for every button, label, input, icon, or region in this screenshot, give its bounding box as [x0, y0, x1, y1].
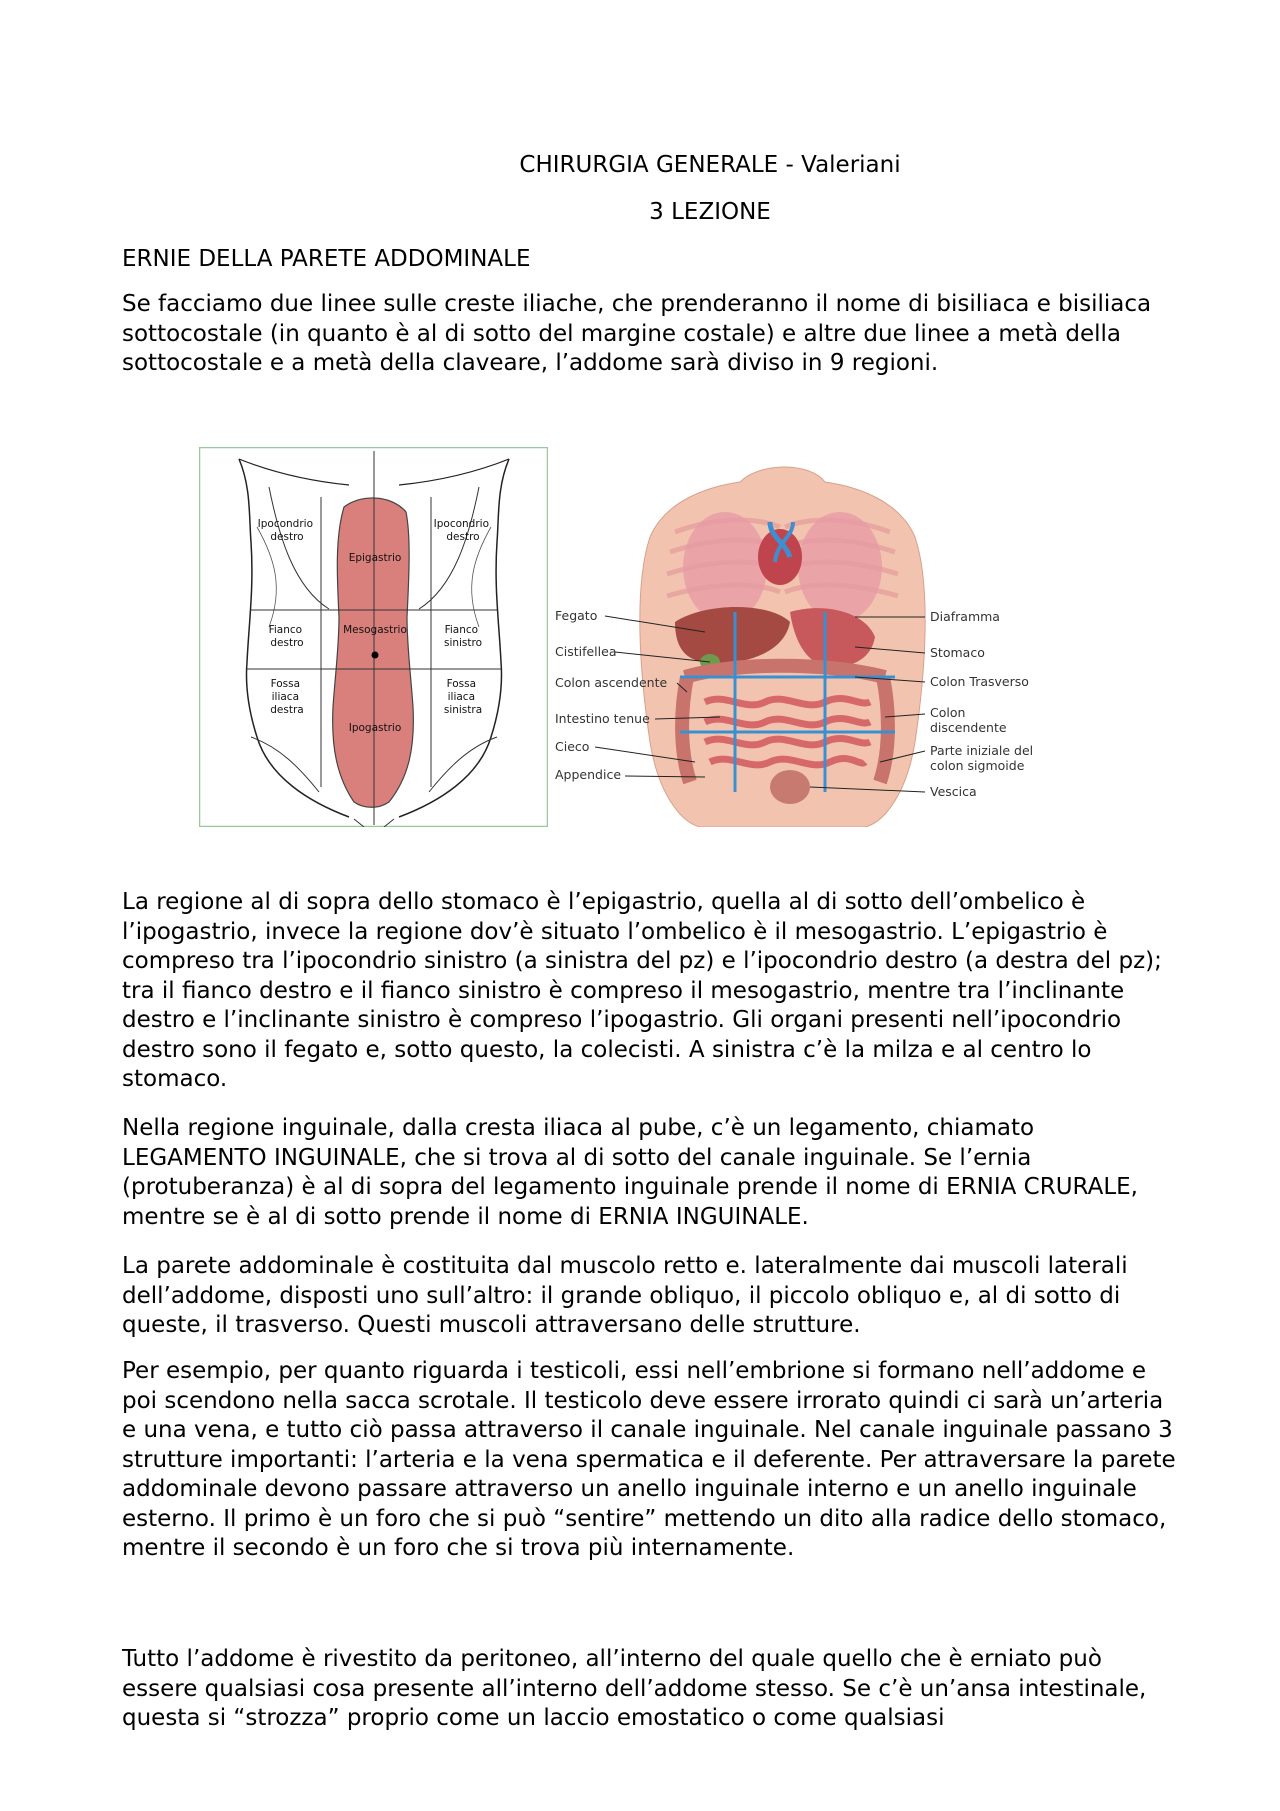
- label-colon-sigmoide: colon sigmoide: [930, 758, 1025, 773]
- paragraph-2: La regione al di sopra dello stomaco è l’epigastrio, quella al di sotto dell’ombelico è l’ipogastrio, invece la regione dov’è situato l’ombelico è il mesogastrio. L’epigastrio è compreso tra l’ipocondrio sinistro (a sinistra del pz) e l’ipocondrio destro (a destra del pz); tra il fianco destro e il fianco sinistro è compreso il mesogastrio, mentre tra l’inclinante destro e l’inclinante sinistro è compreso l’ipogastrio. Gli organi presenti nell’ipocondrio destro sono il fegato e, sotto questo, la colecisti. A sinistra c’è la milza e al centro lo stomaco.: [122, 889, 1162, 1092]
- label-fossa-iliaca-destra: Fossa iliaca destra: [270, 678, 304, 716]
- label-vescica: Vescica: [930, 784, 977, 799]
- label-stomaco: Stomaco: [930, 645, 985, 660]
- label-intestino-tenue: Intestino tenue: [555, 711, 650, 726]
- label-ipocondrio-destro: Ipocondrio destro: [257, 518, 314, 543]
- label-ipogastrio: Ipogastrio: [348, 722, 402, 734]
- label-diaframma: Diaframma: [930, 609, 1000, 624]
- paragraph-5: Per esempio, per quanto riguarda i testicoli, essi nell’embrione si formano nell’addome e poi scendono nella sacca scrotale. Il testicolo deve essere irrorato quindi ci sarà un’arteria e una vena, e tutto ciò passa attraverso il canale inguinale. Nel canale inguinale passano 3 strutture importanti: l’arteria e la vena spermatica e il deferente. Per attraversare la parete addominale devono passare attraverso un anello inguinale interno e un anello inguinale esterno. Il primo è un foro che si può “sentire” mettendo un dito alla radice dello stomaco, mentre il secondo è un foro che si trova più internamente.: [122, 1358, 1176, 1561]
- label-parte-iniziale: Parte iniziale del: [930, 743, 1034, 758]
- label-fianco-sinistro: Fianco sinistro: [443, 624, 483, 649]
- label-mesogastrio: Mesogastrio: [343, 624, 407, 636]
- label-discendente: discendente: [930, 720, 1007, 735]
- abdominal-regions-figure: [199, 447, 548, 827]
- label-cistifellea: Cistifellea: [555, 644, 617, 659]
- document-title: CHIRURGIA GENERALE - Valeriani: [519, 152, 901, 178]
- lesson-number: 3 LEZIONE: [649, 199, 771, 225]
- label-fossa-iliaca-sinistra: Fossa iliaca sinistra: [443, 678, 483, 716]
- label-fegato: Fegato: [555, 608, 598, 623]
- paragraph-1: Se facciamo due linee sulle creste iliache, che prenderanno il nome di bisiliaca e bisiliaca sottocostale (in quanto è al di sotto del margine costale) e altre due linee a metà della sottocostale e a metà della claveare, l’addome sarà diviso in 9 regioni.: [122, 291, 1152, 376]
- label-cieco: Cieco: [555, 739, 590, 754]
- label-ipocondrio-sinistro: Ipocondrio destro: [433, 518, 490, 543]
- paragraph-4: La parete addominale è costituita dal muscolo retto e. lateralmente dai muscoli laterali dell’addome, disposti uno sull’altro: il grande obliquo, il piccolo obliquo e, al di sotto di queste, il trasverso. Questi muscoli attraversano delle strutture.: [122, 1253, 1128, 1338]
- label-appendice: Appendice: [555, 767, 622, 782]
- abdominal-organs-figure: [555, 462, 1060, 827]
- section-heading: ERNIE DELLA PARETE ADDOMINALE: [122, 246, 531, 272]
- label-colon-trasverso: Colon Trasverso: [930, 674, 1029, 689]
- label-fianco-destro: Fianco destro: [268, 624, 304, 649]
- paragraph-6: Tutto l’addome è rivestito da peritoneo, all’interno del quale quello che è erniato può essere qualsiasi cosa presente all’interno dell’addome stesso. Se c’è un’ansa intestinale, questa si “strozza” proprio come un laccio emostatico o come qualsiasi: [122, 1646, 1147, 1731]
- label-colon: Colon: [930, 705, 966, 720]
- paragraph-3: Nella regione inguinale, dalla cresta iliaca al pube, c’è un legamento, chiamato LEGAMENTO INGUINALE, che si trova al di sotto del canale inguinale. Se l’ernia (protuberanza) è al di sopra del legamento inguinale prende il nome di ERNIA CRURALE, mentre se è al di sotto prende il nome di ERNIA INGUINALE.: [122, 1115, 1138, 1230]
- label-colon-ascendente: Colon ascendente: [555, 675, 668, 690]
- label-epigastrio: Epigastrio: [348, 552, 402, 564]
